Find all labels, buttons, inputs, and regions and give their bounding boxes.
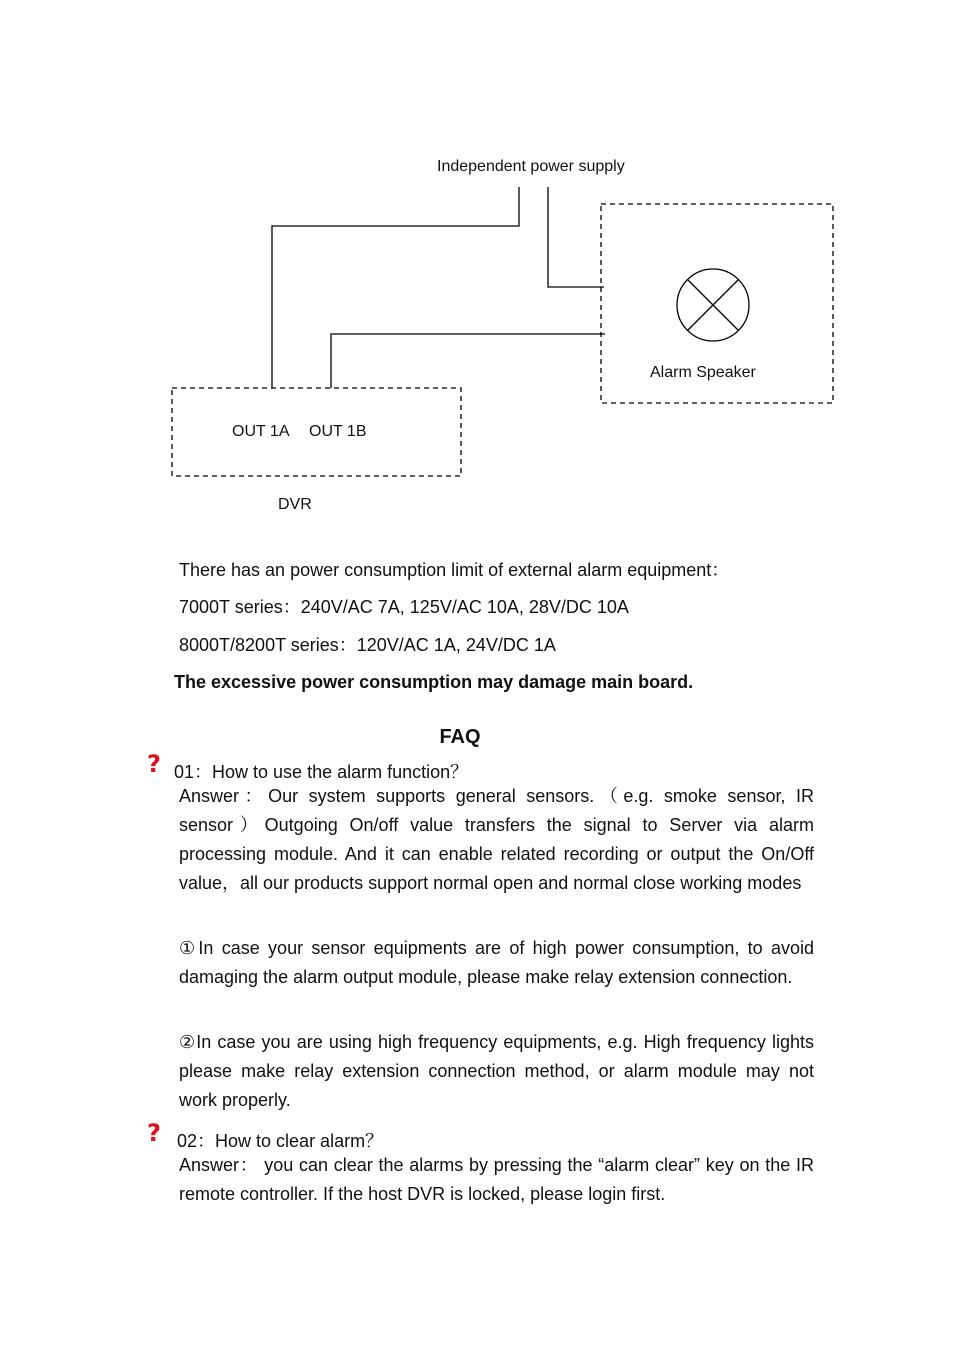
- wire-out1a-to-power: [272, 187, 519, 388]
- faq-q2-answer: Answer： you can clear the alarms by pressing the “alarm clear” key on the IR remote controller. If the host DVR is locked, please login first.: [179, 1155, 814, 1204]
- faq-q1-note1: ①In case your sensor equipments are of high power consumption, to avoid damaging the alarm output module, please make relay extension connection.: [179, 938, 814, 987]
- wiring-diagram: [0, 0, 954, 530]
- limit-intro: There has an power consumption limit of external alarm equipment：: [179, 560, 730, 580]
- out1a-label: OUT 1A: [232, 423, 290, 440]
- question-mark-icon: ?: [147, 1119, 161, 1147]
- power-supply-label: Independent power supply: [437, 158, 625, 175]
- out1b-label: OUT 1B: [309, 423, 367, 440]
- limit-7000t: 7000T series：240V/AC 7A, 125V/AC 10A, 28V/DC 10A: [179, 597, 629, 617]
- faq-q1-answer: Answer：Our system supports general sensors.（e.g. smoke sensor, IR sensor）Outgoing On/off value transfers the signal to Server via alarm processing module. And it can enable related recording or output the On/Off value，all our products support normal open and normal close working modes: [179, 786, 814, 893]
- limit-8000t: 8000T/8200T series：120V/AC 1A, 24V/DC 1A: [179, 635, 556, 655]
- wire-out1b-to-speaker: [331, 334, 605, 388]
- faq-q2-question: 02：How to clear alarm？: [177, 1131, 384, 1151]
- power-warning: The excessive power consumption may damage main board.: [174, 672, 694, 692]
- faq-q1-question: 01：How to use the alarm function？: [174, 762, 469, 782]
- faq-q1-note2: ②In case you are using high frequency equipments, e.g. High frequency lights please make relay extension connection method, or alarm module may not work properly.: [179, 1032, 814, 1110]
- alarm-speaker-label: Alarm Speaker: [650, 364, 756, 381]
- faq-title: FAQ: [439, 726, 481, 748]
- wires: [272, 187, 605, 388]
- dvr-label: DVR: [278, 496, 312, 513]
- speaker-icon: [677, 269, 749, 341]
- question-mark-icon: ?: [147, 750, 161, 778]
- wire-power-to-speaker: [548, 187, 604, 287]
